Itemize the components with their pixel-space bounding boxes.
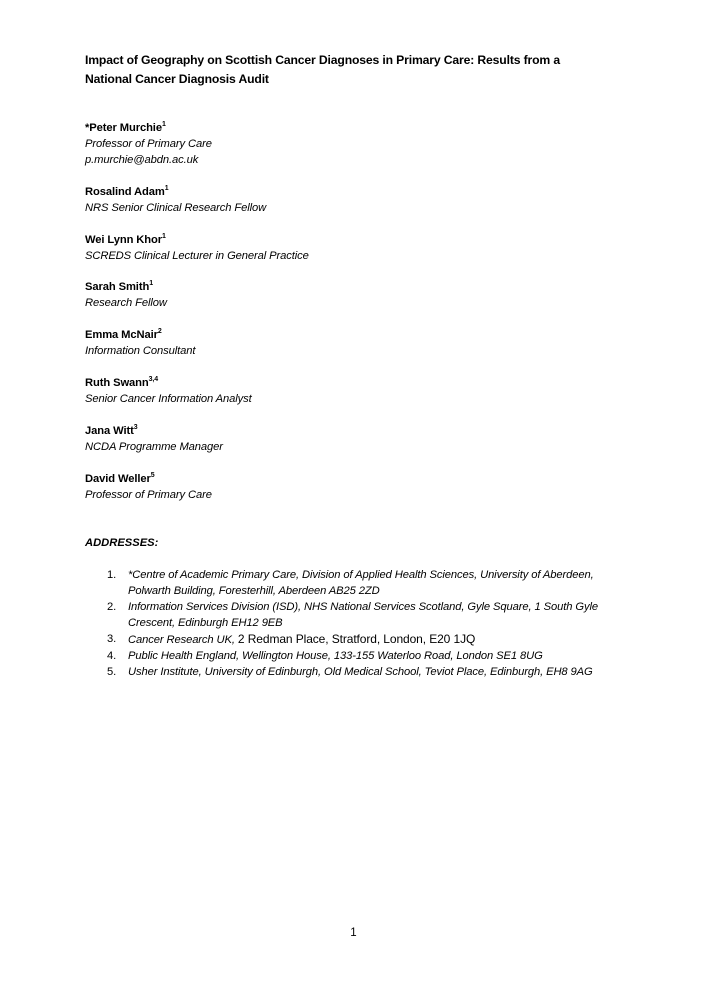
author-block [85,279,585,311]
address-item [107,599,607,631]
address-text-plain: 2 Redman Place, Stratford, London, E20 1JQ [237,632,476,646]
author-block [85,232,585,264]
author-role: Senior Cancer Information Analyst [85,393,252,405]
page-number: 1 [350,927,357,939]
address-text: Cancer Research UK, [128,634,238,646]
address-text: *Centre of Academic Primary Care, Division of Applied Health Sciences, University of Aberdeen, Polwarth Building, Foresterhill, Aberdeen AB25 2ZD [128,569,594,597]
author-name: *Peter Murchie$^1$ [85,121,166,134]
address-number: 3. [107,633,117,645]
author-email: p.murchie@abdn.ac.uk [85,154,199,166]
author-role: Professor of Primary Care [85,138,212,150]
author-role: SCREDS Clinical Lecturer in General Practice [85,250,309,262]
author-role: NRS Senior Clinical Research Fellow [85,202,267,214]
address-item [107,648,607,664]
author-block [85,120,585,168]
address-number: 1. [107,569,117,581]
author-role: Information Consultant [85,345,196,357]
addresses-list [107,567,607,680]
author-name: Emma McNair$^2$ [85,328,162,341]
author-role: Research Fellow [85,297,167,309]
address-item [107,664,607,680]
author-name: Wei Lynn Khor$^1$ [85,233,166,246]
author-name: Rosalind Adam$^1$ [85,185,169,198]
affiliation-sup: 1 [164,185,169,192]
paper-title: Impact of Geography on Scottish Cancer Diagnoses in Primary Care: Results from a National Cancer Diagnosis Audit [85,53,560,86]
author-name: David Weller$^5$ [85,472,155,485]
address-text: Public Health England, Wellington House, 133-155 Waterloo Road, London SE1 8UG [128,650,543,662]
affiliation-sup: 1 [161,121,166,128]
author-name: Sarah Smith$^1$ [85,280,153,293]
author-block [85,375,585,407]
author-name: Jana Witt$^3$ [85,424,138,437]
address-item [107,631,607,648]
affiliation-sup: 3 [133,424,138,431]
author-role: Professor of Primary Care [85,489,212,501]
address-number: 5. [107,666,117,678]
author-block [85,423,585,455]
author-block [85,471,585,503]
address-text: Usher Institute, University of Edinburgh, Old Medical School, Teviot Place, Edinburgh, EH8 9AG [128,666,593,678]
affiliation-sup: 3,4 [148,376,159,383]
address-number: 4. [107,650,117,662]
author-role: NCDA Programme Manager [85,441,223,453]
addresses-heading: ADDRESSES: [85,537,159,549]
address-number: 2. [107,601,117,613]
affiliation-sup: 2 [157,328,162,335]
affiliation-sup: 1 [149,280,153,287]
affiliation-sup: 1 [162,233,166,240]
address-text: Information Services Division (ISD), NHS National Services Scotland, Gyle Square, 1 South Gyle Crescent, Edinburgh EH12 9EB [128,601,598,629]
author-name: Ruth Swann$^{3,4}$ [85,376,159,389]
author-block [85,184,585,216]
address-item [107,567,607,599]
affiliation-sup: 5 [150,472,155,479]
author-block [85,327,585,359]
